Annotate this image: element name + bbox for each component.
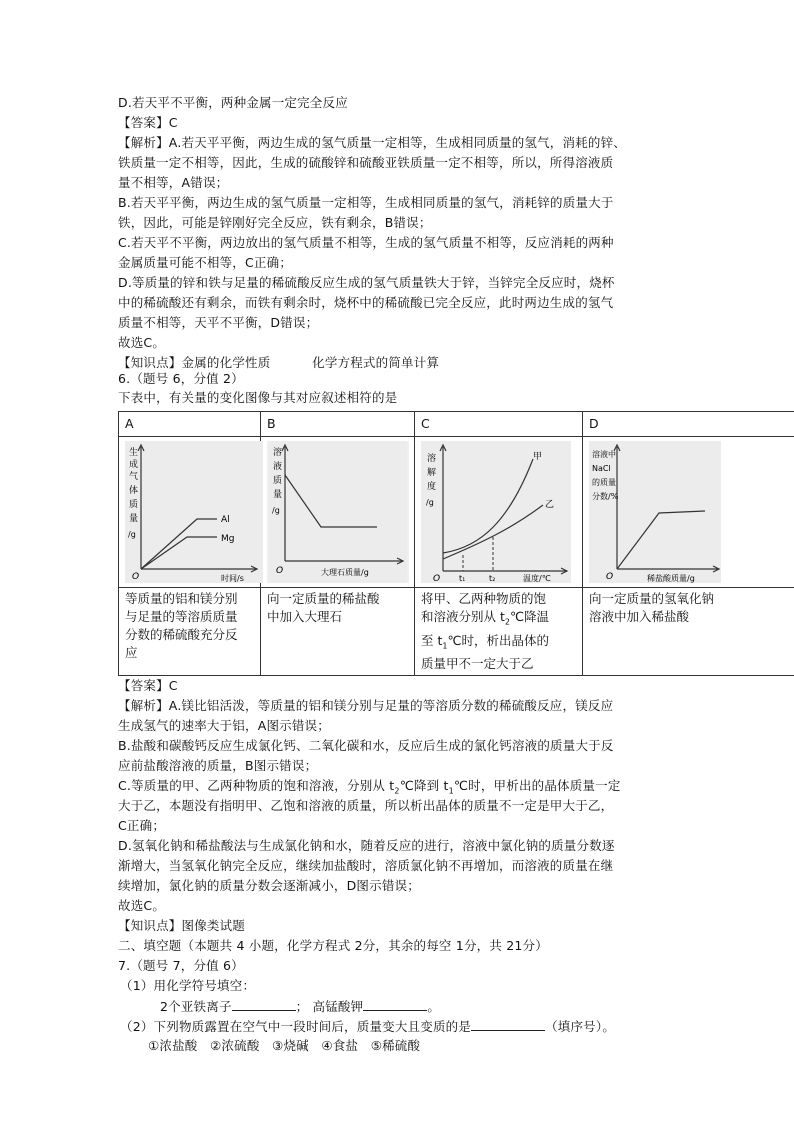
graph-d-origin: O bbox=[606, 572, 614, 582]
desc-c-line bbox=[421, 608, 576, 632]
desc-d bbox=[583, 588, 794, 676]
analysis-text: 应前盐酸溶液的质量，B图示错误； bbox=[118, 758, 318, 773]
series-mg-label: Mg bbox=[221, 534, 235, 544]
desc-b-line: 中加入大理石 bbox=[267, 609, 343, 624]
desc-c bbox=[415, 588, 583, 676]
graph-a-ylabel: 气 bbox=[129, 472, 139, 482]
desc-a bbox=[119, 588, 261, 676]
graph-c-ylabel: 解 bbox=[427, 468, 437, 478]
series-yi-label: 乙 bbox=[545, 500, 555, 510]
desc-d-line: 溶液中加入稀盐酸 bbox=[589, 609, 690, 624]
table-header-c: C bbox=[415, 412, 583, 437]
graph-b-origin: O bbox=[276, 566, 284, 576]
analysis-text: B.盐酸和碳酸钙反应生成氯化钙、二氧化碳和水，反应后生成的氯化钙溶液的质量大于反 bbox=[118, 738, 614, 753]
section-title: 二、填空题（本题共 4 小题，化学方程式 2分，其余的每空 1分，共 21分） bbox=[118, 938, 548, 953]
graph-b-ylabel: 溶 bbox=[273, 448, 283, 458]
conclusion-text: 故选C。 bbox=[118, 898, 166, 913]
analysis-text: C正确； bbox=[118, 818, 166, 833]
analysis-text: 大于乙，本题没有指明甲、乙饱和溶液的质量，所以析出晶体的质量不一定是甲大于乙， bbox=[118, 798, 614, 813]
graph-cell-a bbox=[119, 437, 261, 588]
graph-cell-d bbox=[583, 437, 794, 588]
graph-b-ylabel: 液 bbox=[273, 462, 283, 472]
desc-c-line bbox=[421, 632, 576, 656]
graph-d-xlabel: 稀盐酸质量/g bbox=[647, 574, 695, 583]
analysis-text: 中的稀硫酸还有剩余，而铁有剩余时，烧杯中的稀硫酸已完全反应，此时两边生成的氢气 bbox=[118, 295, 614, 310]
conclusion-text: 故选C。 bbox=[118, 335, 166, 350]
desc-a-line: 与足量的等溶质质量 bbox=[125, 609, 238, 624]
analysis-text: 质量不相等，天平不平衡，D错误； bbox=[118, 315, 319, 330]
analysis-fragment: ℃时，甲析出的晶体质量一定 bbox=[453, 778, 621, 793]
analysis-text: D.氢氧化钠和稀盐酸法与生成氯化钠和水，随着反应的进行，溶液中氯化钠的质量分数逐 bbox=[118, 838, 615, 853]
analysis-text: 续增加，氯化钠的质量分数会逐渐减小，D图示错误； bbox=[118, 878, 420, 893]
question-7-header: 7.（题号 7，分值 6） bbox=[118, 958, 244, 973]
graph-c bbox=[421, 441, 571, 583]
knowledge-point: 【知识点】图像类试题 bbox=[118, 918, 246, 933]
item-text: ； 高锰酸钾 bbox=[295, 999, 364, 1014]
graph-a-ylabel: 质 bbox=[129, 500, 139, 510]
option-d-text: D.若天平不平衡，两种金属一定完全反应 bbox=[118, 95, 348, 110]
analysis-text: 【解析】A.镁比铝活泼，等质量的铝和镁分别与足量的等溶质分数的稀硫酸反应，镁反应 bbox=[118, 698, 614, 713]
analysis-fragment: ℃降到 t bbox=[399, 778, 449, 793]
desc-b-line: 向一定质量的稀盐酸 bbox=[267, 591, 380, 606]
question-7-options: ①浓盐酸 ②浓硫酸 ③烧碱 ④食盐 ⑤稀硫酸 bbox=[148, 1038, 421, 1053]
series-jia-label: 甲 bbox=[533, 452, 543, 462]
graph-d-ylabel: NaCl bbox=[592, 464, 611, 473]
graph-a bbox=[125, 441, 263, 583]
desc-c-line: 质量甲不一定大于乙 bbox=[421, 656, 534, 671]
graph-a-xlabel: 时间/s bbox=[221, 574, 244, 583]
item-text: （填序号）。 bbox=[545, 1019, 616, 1034]
graph-d-ylabel: 分数/% bbox=[592, 492, 619, 501]
table-header-b: B bbox=[261, 412, 415, 437]
desc-c-text: ℃降温 bbox=[509, 609, 550, 624]
desc-a-line: 等质量的铝和镁分别 bbox=[125, 591, 238, 606]
graph-d-ylabel: 溶液中 bbox=[592, 450, 616, 459]
graph-c-t1: t₁ bbox=[459, 574, 466, 583]
answer-label: 【答案】C bbox=[118, 115, 178, 130]
graph-b-xlabel: 大理石质量/g bbox=[321, 568, 369, 577]
desc-c-sub: 1 bbox=[442, 641, 448, 650]
desc-d-line: 向一定质量的氢氧化钠 bbox=[589, 591, 715, 606]
graph-c-origin: O bbox=[433, 574, 441, 583]
table-header-d: D bbox=[583, 412, 794, 437]
desc-b bbox=[261, 588, 415, 676]
graph-a-origin: O bbox=[132, 572, 140, 582]
analysis-text: B.若天平平衡，两边生成的氢气质量一定相等，生成相同质量的氢气，消耗锌的质量大于 bbox=[118, 195, 614, 210]
analysis-text: C.若天平不平衡，两边放出的氢气质量不相等，生成的氢气质量不相等，反应消耗的两种 bbox=[118, 235, 614, 250]
question-6-table bbox=[118, 411, 794, 676]
answer-blank[interactable] bbox=[471, 1016, 545, 1031]
analysis-text: 渐增大，当氢氧化钠完全反应，继续加盐酸时，溶质氯化钠不再增加，而溶液的质量在继 bbox=[118, 858, 614, 873]
graph-b bbox=[267, 441, 409, 583]
graph-cell-b bbox=[261, 437, 415, 588]
graph-c-t2: t₂ bbox=[489, 574, 496, 583]
analysis-text: 【解析】A.若天平平衡，两边生成的氢气质量一定相等，生成相同质量的氢气，消耗的锌、 bbox=[118, 135, 627, 150]
question-6-header: 6.（题号 6，分值 2） bbox=[118, 371, 244, 386]
graph-b-ylabel: 量 bbox=[273, 490, 283, 500]
question-7-part2 bbox=[120, 1016, 615, 1037]
analysis-text: 生成氢气的速率大于铝，A图示错误； bbox=[118, 718, 330, 733]
desc-a-line: 应 bbox=[125, 645, 138, 660]
analysis-fragment: C.等质量的甲、乙两种物质的饱和溶液，分别从 t bbox=[118, 778, 395, 793]
desc-c-sub: 2 bbox=[504, 617, 510, 627]
graph-c-ylabel: 度 bbox=[427, 482, 437, 492]
subscript: 1 bbox=[448, 786, 454, 796]
graph-a-ylabel: 生 bbox=[129, 448, 139, 458]
desc-c-text: 和溶液分别从 t bbox=[421, 609, 505, 624]
desc-c-text: ℃时，析出晶体的 bbox=[447, 632, 550, 648]
question-7-part1-items bbox=[160, 996, 440, 1017]
analysis-text: 铁，因此，可能是锌刚好完全反应，铁有剩余，B错误； bbox=[118, 215, 432, 230]
graph-a-ylabel: /g bbox=[128, 530, 136, 539]
graph-c-xlabel: 温度/℃ bbox=[523, 574, 551, 583]
graph-b-ylabel: 质 bbox=[273, 476, 283, 486]
analysis-text: D.等质量的锌和铁与足量的稀硫酸反应生成的氢气质量铁大于锌，当锌完全反应时，烧杯 bbox=[118, 275, 615, 290]
item-text: 。 bbox=[427, 999, 441, 1014]
graph-c-ylabel: /g bbox=[426, 498, 434, 507]
graph-a-ylabel: 量 bbox=[129, 514, 139, 524]
analysis-text: 金属质量可能不相等，C正确； bbox=[118, 255, 293, 270]
question-6-stem: 下表中，有关量的变化图像与其对应叙述相符的是 bbox=[118, 390, 398, 405]
item-text: 2个亚铁离子 bbox=[160, 999, 232, 1014]
graph-a-ylabel: 体 bbox=[129, 486, 139, 496]
series-al-label: Al bbox=[221, 515, 230, 525]
answer-label: 【答案】C bbox=[118, 678, 178, 693]
desc-c-line: 将甲、乙两种物质的饱 bbox=[421, 591, 547, 606]
graph-d-ylabel: 的质量 bbox=[592, 478, 616, 487]
graph-d bbox=[589, 441, 721, 583]
graph-cell-c bbox=[415, 437, 583, 588]
answer-blank[interactable] bbox=[232, 996, 296, 1011]
item-text: （2）下列物质露置在空气中一段时间后，质量变大且变质的是 bbox=[120, 1019, 472, 1034]
question-7-part1: （1）用化学符号填空： bbox=[120, 978, 256, 993]
table-header-a: A bbox=[119, 412, 261, 437]
graph-c-ylabel: 溶 bbox=[427, 454, 437, 464]
desc-a-line: 分数的稀硫酸充分反 bbox=[125, 627, 238, 642]
knowledge-point: 【知识点】金属的化学性质 化学方程式的简单计算 bbox=[118, 355, 440, 370]
graph-a-ylabel: 成 bbox=[129, 460, 139, 470]
subscript: 2 bbox=[394, 786, 400, 796]
answer-blank[interactable] bbox=[363, 996, 427, 1011]
desc-c-text: 至 t bbox=[421, 632, 443, 648]
analysis-text: 铁质量一定不相等，因此，生成的硫酸锌和硫酸亚铁质量一定不相等，所以，所得溶液质 bbox=[118, 155, 614, 170]
analysis-text: 量不相等，A错误； bbox=[118, 175, 229, 190]
graph-b-ylabel: /g bbox=[272, 506, 280, 515]
